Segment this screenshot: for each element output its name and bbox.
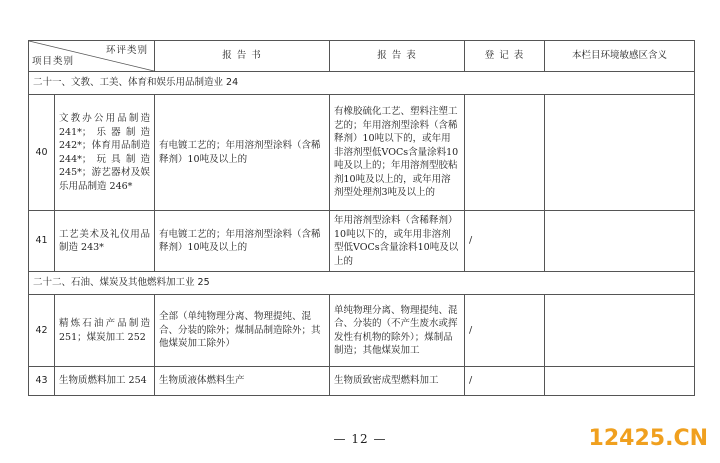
report-book-cell: 有电镀工艺的；年用溶剂型涂料（含稀释剂）10吨及以上的	[155, 95, 330, 211]
watermark-logo: 12425.CN	[588, 426, 708, 451]
register-cell	[465, 95, 545, 211]
classification-table	[28, 40, 695, 396]
report-table-cell: 有橡胶硫化工艺、塑料注塑工艺的；年用溶剂型涂料（含稀释剂）10吨以下的，或年用非溶剂型低VOCs含量涂料10吨及以上的；年用溶剂型胶粘剂10吨及以上的，或年用溶剂型处理剂3吨及以上的	[330, 95, 465, 211]
section-row	[29, 272, 695, 295]
project-category: 生物质燃料加工 254	[55, 367, 155, 396]
section-title: 二十一、文教、工美、体育和娱乐用品制造业 24	[29, 72, 695, 95]
sensitive-cell	[545, 211, 695, 272]
header-project-category: 项目类别	[32, 55, 75, 67]
header-report-book: 报 告 书	[155, 41, 330, 72]
header-register-table: 登 记 表	[465, 41, 545, 72]
table-row	[29, 295, 695, 367]
section-row	[29, 72, 695, 95]
report-book-cell: 生物质液体燃料生产	[155, 367, 330, 396]
project-category: 文教办公用品制造241*；乐器制造242*；体育用品制造244*；玩具制造245*；游艺器材及娱乐用品制造 246*	[55, 95, 155, 211]
row-number: 41	[29, 211, 55, 272]
header-env-category: 环评类别	[105, 45, 148, 56]
register-cell: /	[465, 211, 545, 272]
header-sensitive-area: 本栏目环境敏感区含义	[545, 41, 695, 72]
project-category: 精炼石油产品制造251；煤炭加工 252	[55, 295, 155, 367]
report-table-cell: 生物质致密成型燃料加工	[330, 367, 465, 396]
sensitive-cell	[545, 367, 695, 396]
sensitive-cell	[545, 95, 695, 211]
page-number: — 12 —	[333, 432, 387, 446]
project-category: 工艺美术及礼仪用品制造 243*	[55, 211, 155, 272]
row-number: 43	[29, 367, 55, 396]
header-row	[29, 41, 695, 72]
table-row	[29, 211, 695, 272]
register-cell: /	[465, 295, 545, 367]
sensitive-cell	[545, 295, 695, 367]
report-table-cell: 单纯物理分离、物理提纯、混合、分装的（不产生废水或挥发性有机物的除外）；煤制品制造；其他煤炭加工	[330, 295, 465, 367]
section-title: 二十二、石油、煤炭及其他燃料加工业 25	[29, 272, 695, 295]
header-report-table: 报 告 表	[330, 41, 465, 72]
report-book-cell: 有电镀工艺的；年用溶剂型涂料（含稀释剂）10吨及以上的	[155, 211, 330, 272]
register-cell: /	[465, 367, 545, 396]
diagonal-header-cell	[29, 41, 155, 72]
table-row	[29, 367, 695, 396]
row-number: 42	[29, 295, 55, 367]
report-table-cell: 年用溶剂型涂料（含稀释剂）10吨以下的，或年用非溶剂型低VOCs含量涂料10吨及以上的	[330, 211, 465, 272]
report-book-cell: 全部（单纯物理分离、物理提纯、混合、分装的除外；煤制品制造除外；其他煤炭加工除外）	[155, 295, 330, 367]
row-number: 40	[29, 95, 55, 211]
table-row	[29, 95, 695, 211]
